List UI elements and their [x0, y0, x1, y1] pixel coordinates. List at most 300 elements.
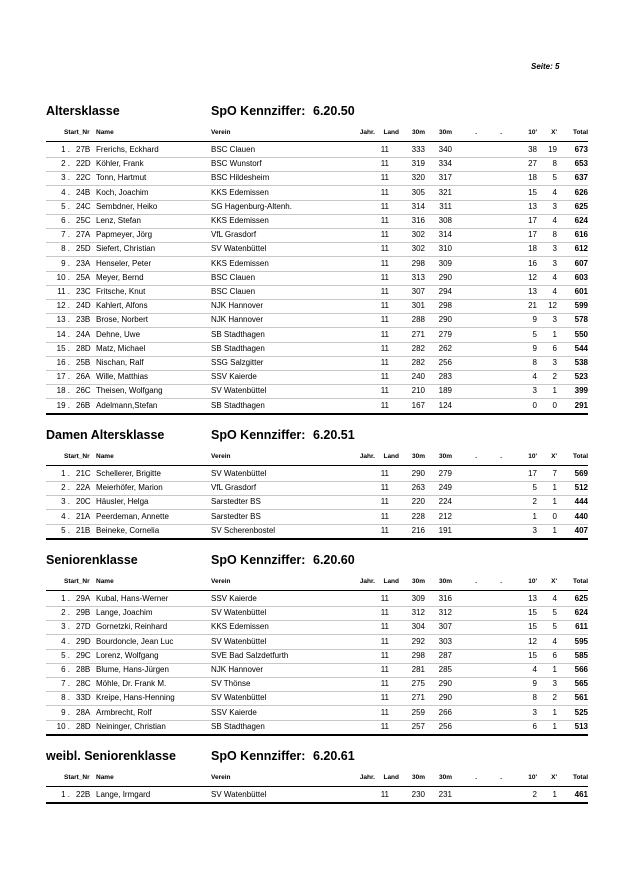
column-header-zehn: 10': [528, 129, 537, 136]
x-count: 12: [548, 301, 557, 311]
column-header-s1: 30m: [411, 453, 425, 460]
tens-count: 13: [528, 201, 537, 211]
spo-label: SpO Kennziffer:: [211, 428, 306, 442]
section-end-rule: [46, 802, 588, 804]
series-2-score: 262: [438, 343, 452, 353]
row-separator: [46, 370, 588, 371]
start-number: 22A: [76, 483, 91, 493]
x-count: 1: [552, 721, 557, 731]
rank: 8 .: [61, 693, 70, 703]
tens-count: 16: [528, 258, 537, 268]
x-count: 8: [552, 159, 557, 169]
start-number: 25C: [76, 216, 91, 225]
land-value: 11: [380, 343, 389, 353]
land-value: 11: [380, 679, 389, 689]
tens-count: 13: [528, 594, 537, 603]
series-1-score: 271: [411, 693, 425, 703]
series-1-score: 210: [411, 386, 425, 396]
start-number: 29D: [76, 636, 91, 646]
total-score: 585: [574, 650, 588, 660]
series-1-score: 314: [411, 201, 425, 211]
column-header-total: Total: [572, 774, 588, 781]
series-2-score: 317: [438, 173, 452, 183]
tens-count: 15: [528, 608, 537, 618]
land-value: 11: [380, 301, 389, 311]
column-header-name: Name: [96, 129, 114, 136]
total-score: 607: [574, 258, 588, 268]
series-1-score: 220: [411, 497, 425, 507]
row-separator: [46, 524, 588, 525]
row-separator: [46, 200, 588, 201]
total-score: 616: [574, 230, 588, 240]
x-count: 4: [552, 272, 557, 282]
column-header-name: Name: [96, 578, 114, 585]
total-score: 595: [574, 636, 588, 646]
rank: 17 .: [56, 372, 70, 382]
shooter-name: Matz, Michael: [96, 343, 146, 353]
column-header-s2: 30m: [438, 453, 452, 460]
series-2-score: 191: [438, 525, 452, 535]
rank: 4 .: [61, 511, 70, 521]
series-2-score: 307: [438, 622, 452, 632]
start-number: 25A: [76, 272, 91, 282]
row-separator: [46, 620, 588, 621]
series-2-score: 314: [438, 230, 452, 240]
shooter-name: Lange, Joachim: [96, 608, 153, 618]
rank: 1 .: [61, 145, 70, 154]
shooter-name: Tonn, Hartmut: [96, 173, 147, 183]
x-count: 3: [552, 244, 557, 254]
shooter-name: Blume, Hans-Jürgen: [96, 665, 169, 674]
class-title: Seniorenklasse: [46, 553, 138, 567]
tens-count: 9: [532, 679, 537, 689]
x-count: 3: [552, 315, 557, 325]
rank: 14 .: [56, 329, 70, 339]
x-count: 1: [552, 790, 557, 799]
land-value: 11: [380, 258, 389, 268]
shooter-name: Kreipe, Hans-Henning: [96, 693, 175, 703]
tens-count: 2: [532, 790, 537, 799]
series-2-score: 224: [438, 497, 452, 507]
series-2-score: 283: [438, 372, 452, 382]
land-value: 11: [380, 201, 389, 211]
rank: 1 .: [61, 790, 70, 799]
column-header-s2: 30m: [438, 578, 452, 585]
series-2-score: 294: [438, 287, 452, 296]
row-separator: [46, 242, 588, 243]
shooter-name: Armbrecht, Rolf: [96, 707, 152, 717]
club-name: SV Watenbüttel: [211, 608, 267, 618]
tens-count: 21: [528, 301, 537, 311]
total-score: 565: [574, 679, 588, 689]
series-2-score: 316: [438, 594, 452, 603]
row-separator: [46, 691, 588, 692]
total-score: 513: [574, 721, 588, 731]
series-1-score: 307: [411, 287, 425, 296]
start-number: 21A: [76, 511, 91, 521]
rank: 2 .: [61, 159, 70, 169]
x-count: 4: [552, 287, 557, 296]
row-separator: [46, 720, 588, 721]
series-1-score: 282: [411, 343, 425, 353]
club-name: Sarstedter BS: [211, 511, 261, 521]
club-name: NJK Hannover: [211, 301, 264, 311]
rank: 1 .: [61, 594, 70, 603]
tens-count: 12: [528, 636, 537, 646]
club-name: SSV Kaierde: [211, 372, 257, 382]
x-count: 3: [552, 201, 557, 211]
column-header-start-nr: Start_Nr: [64, 774, 90, 781]
start-number: 24C: [76, 201, 91, 211]
start-number: 24D: [76, 301, 91, 311]
shooter-name: Beineke, Cornelia: [96, 525, 160, 535]
start-number: 28C: [76, 679, 91, 689]
x-count: 4: [552, 187, 557, 197]
shooter-name: Lange, Irmgard: [96, 790, 151, 799]
series-2-score: 124: [438, 400, 452, 410]
start-number: 24B: [76, 187, 91, 197]
column-header-verein: Verein: [211, 774, 231, 781]
total-score: 653: [574, 159, 588, 169]
series-2-score: 290: [438, 693, 452, 703]
land-value: 11: [380, 511, 389, 521]
start-number: 28A: [76, 707, 91, 717]
series-2-score: 279: [438, 329, 452, 339]
series-2-score: 298: [438, 301, 452, 311]
rank: 10 .: [56, 272, 70, 282]
tens-count: 0: [532, 400, 537, 410]
land-value: 11: [380, 315, 389, 325]
series-2-score: 312: [438, 608, 452, 618]
series-1-score: 288: [411, 315, 425, 325]
tens-count: 18: [528, 173, 537, 183]
series-1-score: 263: [411, 483, 425, 493]
start-number: 20C: [76, 497, 91, 507]
tens-count: 9: [532, 315, 537, 325]
land-value: 11: [380, 608, 389, 618]
tens-count: 8: [532, 693, 537, 703]
rank: 9 .: [61, 258, 70, 268]
spo-code: 6.20.61: [313, 749, 355, 763]
shooter-name: Neininger, Christian: [96, 721, 166, 731]
total-score: 461: [574, 790, 588, 799]
series-2-score: 285: [438, 665, 452, 674]
club-name: SV Watenbüttel: [211, 244, 267, 254]
total-score: 291: [574, 400, 588, 410]
club-name: KKS Edemissen: [211, 187, 269, 197]
total-score: 544: [574, 343, 588, 353]
series-2-score: 290: [438, 679, 452, 689]
row-separator: [46, 509, 588, 510]
series-2-score: 249: [438, 483, 452, 493]
column-header-start-nr: Start_Nr: [64, 453, 90, 460]
start-number: 28B: [76, 665, 91, 674]
total-score: 407: [574, 525, 588, 535]
series-1-score: 290: [411, 469, 425, 478]
start-number: 23C: [76, 287, 91, 296]
shooter-name: Schellerer, Brigitte: [96, 469, 161, 478]
shooter-name: Möhle, Dr. Frank M.: [96, 679, 167, 689]
tens-count: 4: [532, 372, 537, 382]
spo-code: 6.20.51: [313, 428, 355, 442]
rank: 1 .: [61, 469, 70, 478]
x-count: 6: [552, 650, 557, 660]
club-name: SSG Salzgitter: [211, 358, 264, 367]
series-1-score: 304: [411, 622, 425, 632]
column-header-dot1: .: [475, 578, 477, 585]
land-value: 11: [380, 469, 389, 478]
start-number: 25B: [76, 358, 91, 367]
total-score: 624: [574, 608, 588, 618]
tens-count: 13: [528, 287, 537, 296]
total-score: 569: [574, 469, 588, 478]
total-score: 625: [574, 201, 588, 211]
x-count: 1: [552, 483, 557, 493]
rank: 16 .: [56, 358, 70, 367]
row-separator: [46, 157, 588, 158]
tens-count: 5: [532, 483, 537, 493]
series-1-score: 302: [411, 230, 425, 240]
rank: 3 .: [61, 173, 70, 183]
row-separator: [46, 327, 588, 328]
series-2-score: 266: [438, 707, 452, 717]
column-header-total: Total: [572, 578, 588, 585]
row-separator: [46, 285, 588, 286]
club-name: SV Watenbüttel: [211, 469, 267, 478]
land-value: 11: [380, 216, 389, 225]
spo-label: SpO Kennziffer:: [211, 104, 306, 118]
series-1-score: 240: [411, 372, 425, 382]
club-name: VfL Grasdorf: [211, 230, 257, 240]
land-value: 11: [380, 386, 389, 396]
land-value: 11: [380, 372, 389, 382]
shooter-name: Wille, Matthias: [96, 372, 149, 382]
row-separator: [46, 649, 588, 650]
tens-count: 9: [532, 343, 537, 353]
series-1-score: 333: [411, 145, 425, 154]
rank: 3 .: [61, 622, 70, 632]
rank: 10 .: [56, 721, 70, 731]
shooter-name: Häusler, Helga: [96, 497, 149, 507]
club-name: BSC Clauen: [211, 272, 256, 282]
series-2-score: 256: [438, 358, 452, 367]
rank: 18 .: [56, 386, 70, 396]
shooter-name: Koch, Joachim: [96, 187, 149, 197]
column-header-total: Total: [572, 453, 588, 460]
series-1-score: 228: [411, 511, 425, 521]
series-2-score: 290: [438, 272, 452, 282]
shooter-name: Papmeyer, Jörg: [96, 230, 153, 240]
column-header-dot2: .: [500, 453, 502, 460]
tens-count: 1: [532, 511, 537, 521]
spo-code: 6.20.60: [313, 553, 355, 567]
series-1-score: 305: [411, 187, 425, 197]
series-1-score: 281: [411, 665, 425, 674]
row-separator: [46, 228, 588, 229]
shooter-name: Nischan, Ralf: [96, 358, 144, 367]
x-count: 2: [552, 372, 557, 382]
column-header-land: Land: [383, 578, 399, 585]
column-header-land: Land: [383, 453, 399, 460]
row-separator: [46, 481, 588, 482]
club-name: SB Stadthagen: [211, 329, 265, 339]
series-2-score: 303: [438, 636, 452, 646]
club-name: SB Stadthagen: [211, 343, 265, 353]
tens-count: 3: [532, 386, 537, 396]
club-name: SSV Kaierde: [211, 594, 257, 603]
total-score: 603: [574, 272, 588, 282]
column-header-name: Name: [96, 774, 114, 781]
x-count: 1: [552, 525, 557, 535]
tens-count: 17: [528, 230, 537, 240]
series-2-score: 231: [438, 790, 452, 799]
row-separator: [46, 677, 588, 678]
tens-count: 3: [532, 707, 537, 717]
start-number: 25D: [76, 244, 91, 254]
club-name: BSC Wunstorf: [211, 159, 262, 169]
start-number: 27A: [76, 230, 91, 240]
club-name: KKS Edemissen: [211, 622, 269, 632]
club-name: BSC Clauen: [211, 145, 256, 154]
series-1-score: 298: [411, 650, 425, 660]
land-value: 11: [380, 173, 389, 183]
x-count: 5: [552, 622, 557, 632]
series-1-score: 309: [411, 594, 425, 603]
club-name: SB Stadthagen: [211, 721, 265, 731]
rank: 12 .: [56, 301, 70, 311]
x-count: 1: [552, 329, 557, 339]
start-number: 21B: [76, 525, 91, 535]
land-value: 11: [380, 483, 389, 493]
column-header-s1: 30m: [411, 129, 425, 136]
shooter-name: Brose, Norbert: [96, 315, 149, 325]
start-number: 23B: [76, 315, 91, 325]
shooter-name: Henseler, Peter: [96, 258, 152, 268]
total-score: 440: [574, 511, 588, 521]
column-header-start-nr: Start_Nr: [64, 578, 90, 585]
shooter-name: Adelmann,Stefan: [96, 400, 158, 410]
column-header-jahr: Jahr.: [359, 774, 375, 781]
shooter-name: Köhler, Frank: [96, 159, 144, 169]
land-value: 11: [380, 400, 389, 410]
x-count: 2: [552, 693, 557, 703]
column-header-dot1: .: [475, 129, 477, 136]
series-2-score: 308: [438, 216, 452, 225]
club-name: NJK Hannover: [211, 665, 264, 674]
series-2-score: 290: [438, 315, 452, 325]
column-header-x: X': [551, 578, 557, 585]
land-value: 11: [380, 497, 389, 507]
series-1-score: 230: [411, 790, 425, 799]
start-number: 28D: [76, 343, 91, 353]
row-separator: [46, 214, 588, 215]
shooter-name: Dehne, Uwe: [96, 329, 141, 339]
x-count: 3: [552, 679, 557, 689]
page-number: Seite: 5: [531, 62, 560, 71]
total-score: 626: [574, 187, 588, 197]
rank: 2 .: [61, 608, 70, 618]
column-header-land: Land: [383, 774, 399, 781]
series-2-score: 287: [438, 650, 452, 660]
x-count: 1: [552, 707, 557, 717]
land-value: 11: [380, 272, 389, 282]
start-number: 29B: [76, 608, 91, 618]
column-header-verein: Verein: [211, 453, 231, 460]
land-value: 11: [380, 636, 389, 646]
total-score: 578: [574, 315, 588, 325]
shooter-name: Sembdner, Heiko: [96, 201, 158, 211]
rank: 15 .: [56, 343, 70, 353]
class-title: Damen Altersklasse: [46, 428, 165, 442]
land-value: 11: [380, 622, 389, 632]
series-2-score: 189: [438, 386, 452, 396]
tens-count: 17: [528, 216, 537, 225]
series-1-score: 257: [411, 721, 425, 731]
x-count: 0: [552, 511, 557, 521]
series-1-score: 301: [411, 301, 425, 311]
series-1-score: 259: [411, 707, 425, 717]
club-name: SV Watenbüttel: [211, 386, 267, 396]
series-2-score: 309: [438, 258, 452, 268]
tens-count: 4: [532, 665, 537, 674]
club-name: VfL Grasdorf: [211, 483, 257, 493]
land-value: 11: [380, 650, 389, 660]
series-2-score: 321: [438, 187, 452, 197]
row-separator: [46, 705, 588, 706]
x-count: 7: [552, 469, 557, 478]
total-score: 444: [574, 497, 588, 507]
tens-count: 15: [528, 187, 537, 197]
shooter-name: Theisen, Wolfgang: [96, 386, 163, 396]
club-name: SV Watenbüttel: [211, 636, 267, 646]
series-1-score: 313: [411, 272, 425, 282]
x-count: 6: [552, 343, 557, 353]
series-1-score: 271: [411, 329, 425, 339]
land-value: 11: [380, 159, 389, 169]
club-name: SV Scherenbostel: [211, 525, 276, 535]
shooter-name: Lorenz, Wolfgang: [96, 650, 159, 660]
column-header-dot1: .: [475, 774, 477, 781]
start-number: 24A: [76, 329, 91, 339]
x-count: 4: [552, 216, 557, 225]
x-count: 1: [552, 386, 557, 396]
land-value: 11: [380, 525, 389, 535]
spo-label: SpO Kennziffer:: [211, 553, 306, 567]
club-name: BSC Clauen: [211, 287, 256, 296]
rank: 4 .: [61, 187, 70, 197]
series-1-score: 319: [411, 159, 425, 169]
column-header-dot2: .: [500, 129, 502, 136]
x-count: 3: [552, 358, 557, 367]
x-count: 8: [552, 230, 557, 240]
start-number: 26A: [76, 372, 91, 382]
rank: 5 .: [61, 201, 70, 211]
column-header-jahr: Jahr.: [359, 578, 375, 585]
column-header-zehn: 10': [528, 453, 537, 460]
x-count: 5: [552, 173, 557, 183]
rank: 5 .: [61, 650, 70, 660]
series-1-score: 216: [411, 525, 425, 535]
row-separator: [46, 634, 588, 635]
total-score: 525: [574, 707, 588, 717]
column-header-s1: 30m: [411, 774, 425, 781]
start-number: 23A: [76, 258, 91, 268]
tens-count: 3: [532, 525, 537, 535]
club-name: SG Hagenburg-Altenh.: [211, 201, 292, 211]
total-score: 399: [574, 386, 588, 396]
club-name: SSV Kaierde: [211, 707, 257, 717]
rank: 7 .: [61, 230, 70, 240]
